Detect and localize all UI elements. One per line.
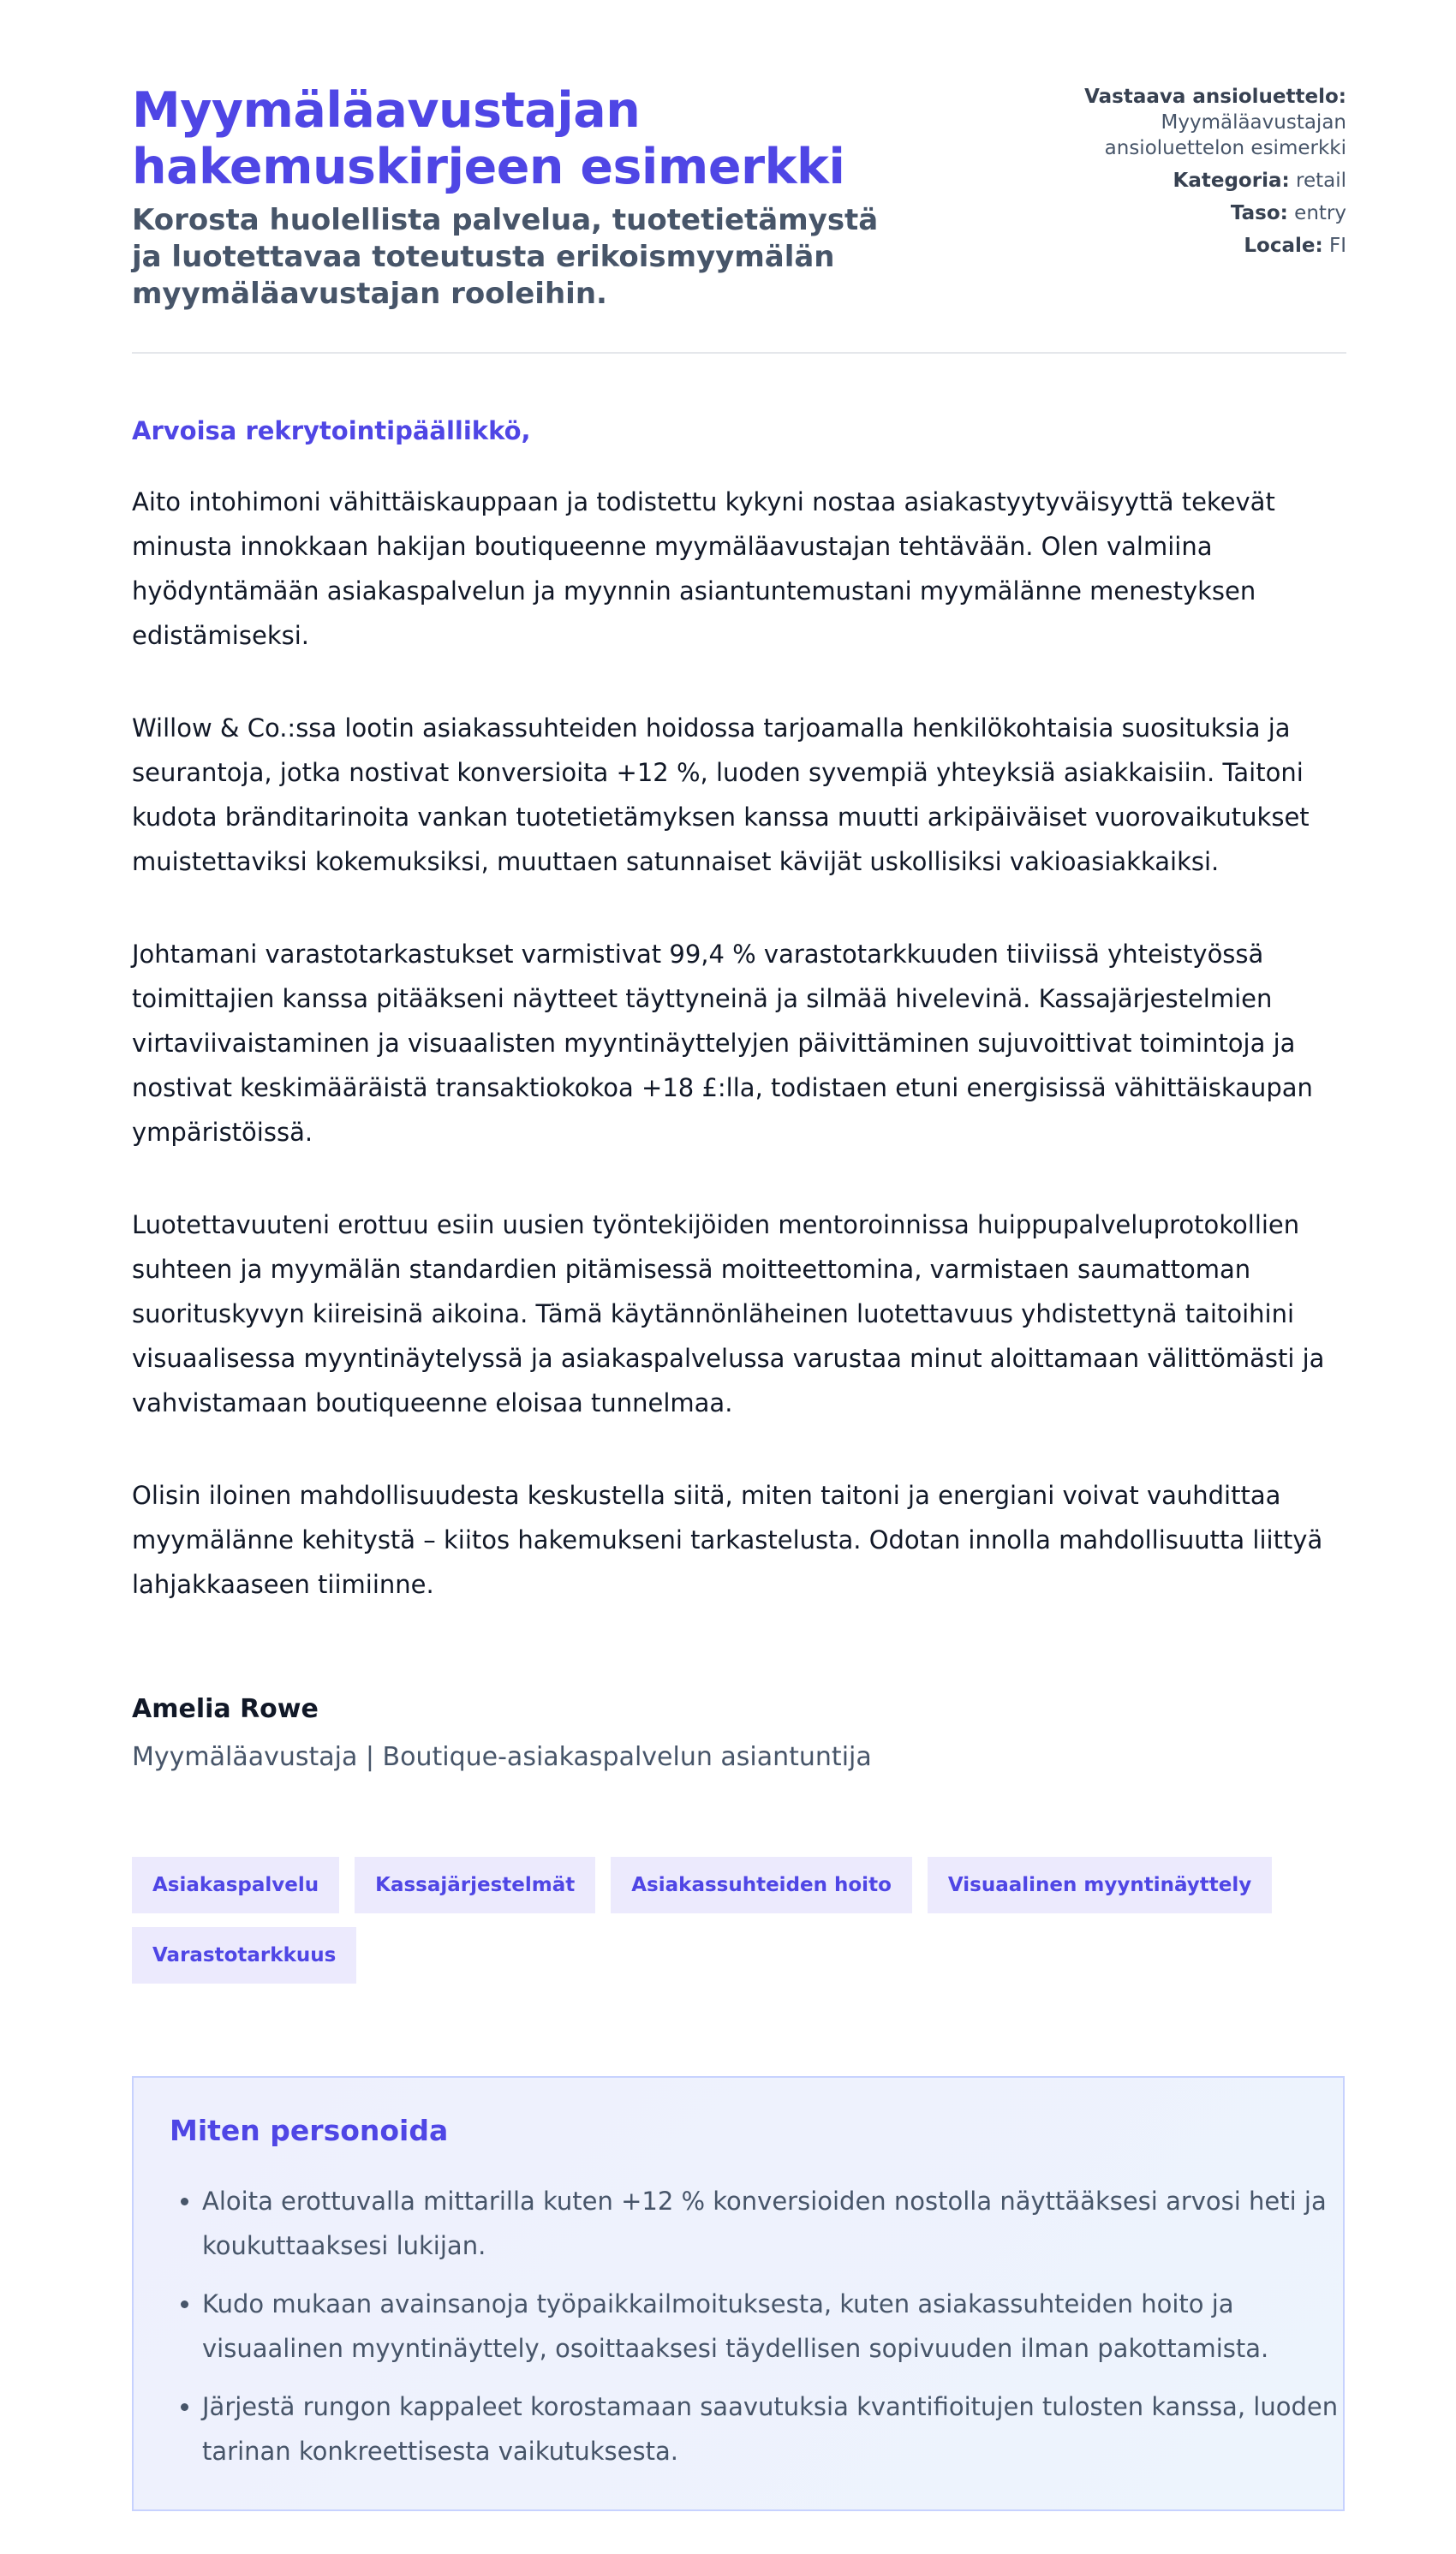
tip-item: • Aloita erottuvalla mittarilla kuten +12 % konversioiden nostolla näyttääksesi arvosi heti ja koukuttaaksesi lukijan. <box>202 2179 1341 2268</box>
meta-resume-label: Vastaava ansioluettelo: <box>1084 86 1346 108</box>
page-subtitle: Korosta huolellista palvelua, tuotetietämystä ja luotettavaa toteutusta erikoismyymälän myymäläavustajan rooleihin. <box>132 203 879 311</box>
page-title: Myymäläavustajan hakemuskirjeen esimerkki <box>132 82 845 195</box>
signature-name: Amelia Rowe <box>132 1694 319 1724</box>
letter-paragraph: Johtamani varastotarkastukset varmistivat 99,4 % varastotarkkuuden tiiviissä yhteistyössä toimittajien kanssa pitääkseni näytteet täyttyneinä ja silmää hivelevinä. Kassajärjestelmien virtaviivaistaminen ja visuaalisten myyntinäyttelyjen päivittäminen sujuvoittivat toimintoja ja nostivat keskimääräistä transaktiokokoa +18 £:lla, todistaen etuni energisissä vähittäiskaupan ympäristöissä. <box>132 940 1313 1147</box>
letter-salutation: Arvoisa rekrytointipäällikkö, <box>132 416 531 445</box>
meta-resume-link[interactable]: Myymäläavustajan ansioluettelon esimerkki <box>1104 111 1346 159</box>
meta-level <box>1064 200 1346 226</box>
letter-paragraph: Willow & Co.:ssa lootin asiakassuhteiden hoidossa tarjoamalla henkilökohtaisia suosituksia ja seurantoja, jotka nostivat konversioita +12 %, luoden syvempiä yhteyksiä asiakkaisiin. Taitoni kudota bränditarinoita vankan tuotetietämyksen kanssa muutti arkipäiväiset vuorovaikutukset muistettaviksi kokemuksiksi, muuttaen satunnaiset kävijät uskollisiksi vakioasiakkaiksi. <box>132 713 1310 876</box>
meta-level-value: entry <box>1294 202 1346 224</box>
meta-category-value: retail <box>1296 170 1346 192</box>
header-divider <box>132 352 1346 354</box>
meta-resume <box>1064 84 1346 161</box>
tips-title: Miten personoida <box>170 2114 449 2147</box>
skill-tags <box>132 1857 1346 1984</box>
meta-locale <box>1064 233 1346 259</box>
page-header <box>132 82 1346 353</box>
meta-category <box>1064 168 1346 194</box>
tip-item: • Järjestä rungon kappaleet korostamaan saavutuksia kvantifioitujen tulosten kanssa, luoden tarinan konkreettisesta vaikutuksesta. <box>202 2384 1341 2473</box>
personalization-tips-box <box>132 2076 1345 2511</box>
meta-level-label: Taso: <box>1230 202 1288 224</box>
skill-tag: Varastotarkkuus <box>132 1927 356 1984</box>
skill-tag: Asiakaspalvelu <box>132 1857 339 1913</box>
tips-list <box>170 2179 1341 2487</box>
signature-title: Myymäläavustaja | Boutique-asiakaspalvelun asiantuntija <box>132 1742 872 1772</box>
skill-tag: Kassajärjestelmät <box>355 1857 595 1913</box>
meta-category-label: Kategoria: <box>1173 170 1290 192</box>
letter-paragraph: Aito intohimoni vähittäiskauppaan ja todistettu kykyni nostaa asiakastyytyväisyyttä tekevät minusta innokkaan hakijan boutiqueenne myymäläavustajan tehtävään. Olen valmiina hyödyntämään asiakaspalvelun ja myynnin asiantuntemustani myymälänne menestyksen edistämiseksi. <box>132 487 1275 650</box>
letter-body <box>132 480 1346 1655</box>
meta-panel <box>1064 84 1346 266</box>
skill-tag: Asiakassuhteiden hoito <box>611 1857 912 1913</box>
tip-item: • Kudo mukaan avainsanoja työpaikkailmoituksesta, kuten asiakassuhteiden hoito ja visuaalinen myyntinäyttely, osoittaaksesi täydellisen sopivuuden ilman pakottamista. <box>202 2282 1341 2371</box>
skill-tag: Visuaalinen myyntinäyttely <box>928 1857 1272 1913</box>
meta-locale-value: FI <box>1328 235 1346 257</box>
letter-paragraph: Olisin iloinen mahdollisuudesta keskustella siitä, miten taitoni ja energiani voivat vauhdittaa myymälänne kehitystä – kiitos hakemukseni tarkastelusta. Odotan innolla mahdollisuutta liittyä lahjakkaaseen tiimiinne. <box>132 1481 1323 1599</box>
cover-letter-page <box>132 82 1346 2466</box>
letter-paragraph: Luotettavuuteni erottuu esiin uusien työntekijöiden mentoroinnissa huippupalveluprotokollien suhteen ja myymälän standardien pitämisessä moitteettomina, varmistaen saumattoman suorituskyvyn kiireisinä aikoina. Tämä käytännönläheinen luotettavuus yhdistettynä taitoihini visuaalisessa myyntinäytelyssä ja asiakaspalvelussa varustaa minut aloittamaan välittömästi ja vahvistamaan boutiqueenne eloisaa tunnelmaa. <box>132 1210 1325 1417</box>
meta-locale-label: Locale: <box>1244 235 1323 257</box>
